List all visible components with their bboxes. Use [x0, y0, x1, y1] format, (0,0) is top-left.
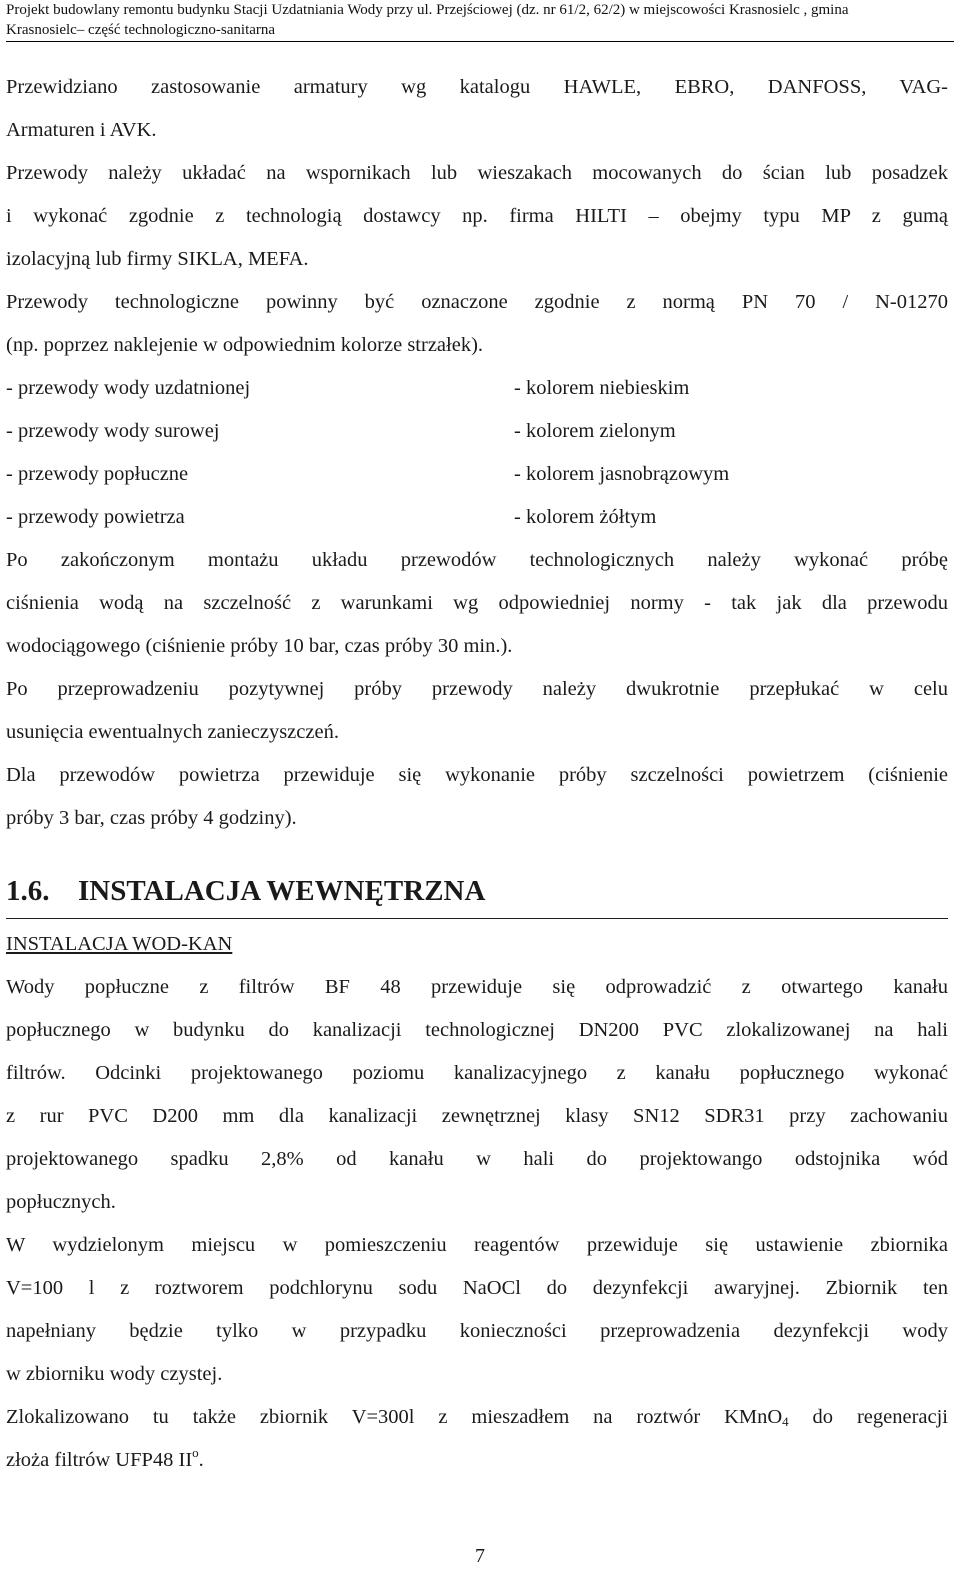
text-segment: złoża filtrów UFP48 II [6, 1449, 193, 1471]
list-item [6, 496, 948, 539]
subsection-heading: INSTALACJA WOD-KAN [6, 933, 233, 955]
text-line: popłucznego w budynku do kanalizacji technologicznej DN200 PVC zlokalizowanej na hali [6, 1019, 948, 1041]
paragraph-kmno4-tank [6, 1396, 948, 1482]
section-title: INSTALACJA WEWNĘTRZNA [78, 875, 486, 907]
text-line: w zbiorniku wody czystej. [6, 1363, 223, 1385]
header-line-1: Projekt budowlany remontu budynku Stacji Uzdatniania Wody przy ul. Przejściowej (dz. nr 61/2, 62/2) w miejscowości Krasnosielc , gmina [6, 2, 849, 18]
text-line: próby 3 bar, czas próby 4 godziny). [6, 807, 297, 829]
text-line: wodociągowego (ciśnienie próby 10 bar, czas próby 30 min.). [6, 635, 513, 657]
text-line [6, 1439, 948, 1482]
text-segment: do regeneracji [788, 1406, 948, 1428]
section-heading [6, 872, 948, 919]
page-number: 7 [475, 1545, 485, 1567]
paragraph-mounting [6, 152, 948, 281]
text-line: Armaturen i AVK. [6, 119, 157, 141]
pipe-type: - przewody powietrza [6, 506, 185, 528]
text-line: filtrów. Odcinki projektowanego poziomu kanalizacyjnego z kanału popłucznego wykonać [6, 1062, 948, 1084]
superscript: o [192, 1445, 199, 1460]
pipe-type: - przewody wody uzdatnionej [6, 377, 251, 399]
text-line: Przewody technologiczne powinny być oznaczone zgodnie z normą PN 70 / N-01270 [6, 291, 948, 313]
text-line: ciśnienia wodą na szczelność z warunkami wg odpowiedniej normy - tak jak dla przewodu [6, 592, 948, 614]
text-segment: . [198, 1449, 204, 1471]
section-number: 1.6. [6, 875, 50, 907]
text-line: usunięcia ewentualnych zanieczyszczeń. [6, 721, 339, 743]
text-line: Przewidziano zastosowanie armatury wg katalogu HAWLE, EBRO, DANFOSS, VAG- [6, 76, 948, 98]
text-line: W wydzielonym miejscu w pomieszczeniu reagentów przewiduje się ustawienie zbiornika [6, 1234, 948, 1256]
paragraph-backwash [6, 966, 948, 1224]
pipe-color: - kolorem jasnobrązowym [514, 463, 730, 485]
paragraph-pressure-test [6, 539, 948, 668]
list-item [6, 410, 948, 453]
text-line: izolacyjną lub firmy SIKLA, MEFA. [6, 248, 309, 270]
paragraph-armatura [6, 66, 948, 152]
text-segment: Zlokalizowano tu także zbiornik V=300l z mieszadłem na roztwór KMnO [6, 1406, 783, 1428]
text-line: Dla przewodów powietrza przewiduje się wykonanie próby szczelności powietrzem (ciśnienie [6, 764, 948, 786]
text-line: Po przeprowadzeniu pozytywnej próby przewody należy dwukrotnie przepłukać w celu [6, 678, 948, 700]
text-line: Przewody należy układać na wspornikach lub wieszakach mocowanych do ścian lub posadzek [6, 162, 948, 184]
text-line: V=100 l z roztworem podchlorynu sodu NaOCl do dezynfekcji awaryjnej. Zbiornik ten [6, 1277, 948, 1299]
header-line-2: Krasnosielc– część technologiczno-sanitarna [6, 22, 276, 38]
pipe-color: - kolorem zielonym [514, 420, 676, 442]
text-line: i wykonać zgodnie z technologią dostawcy np. firma HILTI – obejmy typu MP z gumą [6, 205, 948, 227]
paragraph-marking [6, 281, 948, 367]
document-body [6, 66, 948, 1482]
paragraph-flushing [6, 668, 948, 754]
pipe-color: - kolorem żółtym [514, 506, 657, 528]
text-line: popłucznych. [6, 1191, 116, 1213]
subscript: 4 [782, 1414, 789, 1429]
paragraph-disinfection [6, 1224, 948, 1396]
pipe-color: - kolorem niebieskim [514, 377, 690, 399]
paragraph-air-test [6, 754, 948, 840]
page-header [6, 0, 954, 42]
pipe-color-list [6, 367, 948, 539]
text-line: projektowanego spadku 2,8% od kanału w hali do projektowango odstojnika wód [6, 1148, 948, 1170]
pipe-type: - przewody popłuczne [6, 463, 189, 485]
text-line: Wody popłuczne z filtrów BF 48 przewiduje się odprowadzić z otwartego kanału [6, 976, 948, 998]
pipe-type: - przewody wody surowej [6, 420, 220, 442]
list-item [6, 453, 948, 496]
text-line: z rur PVC D200 mm dla kanalizacji zewnętrznej klasy SN12 SDR31 przy zachowaniu [6, 1105, 948, 1127]
text-line: (np. poprzez naklejenie w odpowiednim kolorze strzałek). [6, 334, 484, 356]
text-line [6, 1396, 948, 1439]
text-line: Po zakończonym montażu układu przewodów technologicznych należy wykonać próbę [6, 549, 948, 571]
text-line: napełniany będzie tylko w przypadku konieczności przeprowadzenia dezynfekcji wody [6, 1320, 948, 1342]
list-item [6, 367, 948, 410]
